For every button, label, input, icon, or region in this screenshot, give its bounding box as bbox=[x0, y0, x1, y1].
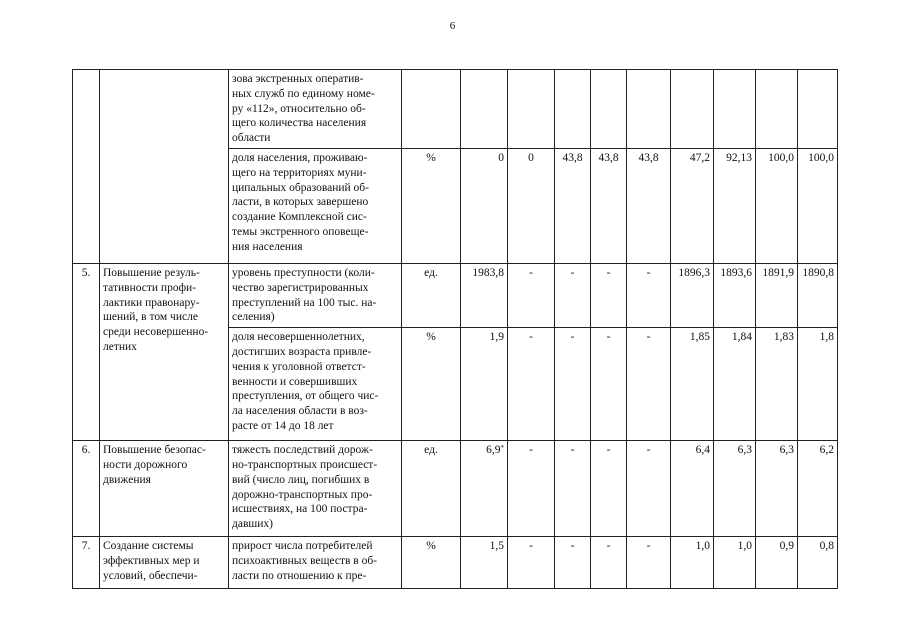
value-cell-2023 bbox=[714, 70, 756, 149]
row-number-cell: 5. bbox=[73, 263, 100, 440]
value-cell-2017: 1,5 bbox=[461, 537, 508, 589]
page-number: 6 bbox=[449, 20, 456, 32]
value-cell-2020: 43,8 bbox=[591, 148, 627, 263]
indicators-table bbox=[72, 69, 838, 589]
value-cell-2021: - bbox=[627, 328, 671, 441]
value-cell-2019: 43,8 bbox=[555, 148, 591, 263]
unit-cell: ед. bbox=[402, 441, 461, 537]
value-cell-2020: - bbox=[591, 328, 627, 441]
value-cell-2018: - bbox=[508, 537, 555, 589]
goal-cell: Повышение резуль- тативности профи- лактики правонару- шений, в том числе среди несовершенно- летних bbox=[100, 263, 229, 440]
row-number-cell: 6. bbox=[73, 441, 100, 537]
unit-cell: ед. bbox=[402, 263, 461, 327]
value-cell-2017: 0 bbox=[461, 148, 508, 263]
value-cell-2024: 0,9 bbox=[756, 537, 798, 589]
indicator-name-cell: доля населения, проживаю- щего на территориях муни- ципальных образований об- ласти, в которых завершено создание Комплексной сис- темы экстренного оповеще- ния населения bbox=[229, 148, 402, 263]
value-cell-2020: - bbox=[591, 537, 627, 589]
value-cell-2018: - bbox=[508, 328, 555, 441]
goal-cell: Создание системы эффективных мер и условий, обеспечи- bbox=[100, 537, 229, 589]
unit-cell: % bbox=[402, 148, 461, 263]
table-row bbox=[73, 537, 838, 589]
value-cell-2024: 1891,9 bbox=[756, 263, 798, 327]
value-cell-2025: 100,0 bbox=[798, 148, 838, 263]
value-cell-2024: 100,0 bbox=[756, 148, 798, 263]
value-cell-2021 bbox=[627, 70, 671, 149]
value-cell-2024 bbox=[756, 70, 798, 149]
indicator-name-cell: зова экстренных оператив- ных служб по единому номе- ру «112», относительно об- щего количества населения области bbox=[229, 70, 402, 149]
value-cell-2023: 1,84 bbox=[714, 328, 756, 441]
goal-cell: Повышение безопас- ности дорожного движения bbox=[100, 441, 229, 537]
value-cell-2019: - bbox=[555, 263, 591, 327]
goal-cell bbox=[100, 70, 229, 264]
row-number-cell bbox=[73, 70, 100, 264]
value-cell-2024: 1,83 bbox=[756, 328, 798, 441]
value-cell-2019: - bbox=[555, 328, 591, 441]
value-cell-2022: 1,85 bbox=[671, 328, 714, 441]
value-cell-2023: 1,0 bbox=[714, 537, 756, 589]
value-cell-2025: 1890,8 bbox=[798, 263, 838, 327]
value-cell-2022 bbox=[671, 70, 714, 149]
indicator-name-cell: тяжесть последствий дорож- но-транспортных происшест- вий (число лиц, погибших в дорожно-транспортных про- исшествиях, на 100 постра- давших) bbox=[229, 441, 402, 537]
value-cell-2017: 1983,8 bbox=[461, 263, 508, 327]
value-cell-2021: - bbox=[627, 263, 671, 327]
indicator-name-cell: уровень преступности (коли- чество зарегистрированных преступлений на 100 тыс. на- селения) bbox=[229, 263, 402, 327]
value-cell-2020: - bbox=[591, 263, 627, 327]
row-number-cell: 7. bbox=[73, 537, 100, 589]
value-cell-2017: 1,9 bbox=[461, 328, 508, 441]
value-cell-2021: 43,8 bbox=[627, 148, 671, 263]
unit-cell bbox=[402, 70, 461, 149]
value-cell-2022: 47,2 bbox=[671, 148, 714, 263]
unit-cell: % bbox=[402, 328, 461, 441]
unit-cell: % bbox=[402, 537, 461, 589]
value-cell-2025: 0,8 bbox=[798, 537, 838, 589]
value-cell-2021: - bbox=[627, 537, 671, 589]
value-cell-2017 bbox=[461, 70, 508, 149]
value-cell-2022: 1896,3 bbox=[671, 263, 714, 327]
footnote-mark: * bbox=[500, 444, 504, 453]
table-row bbox=[73, 441, 838, 537]
indicator-name-cell: доля несовершеннолетних, достигших возраста привле- чения к уголовной ответст- венности и совершивших преступления, от общего чис- ла населения области в воз- расте от 14 до 18 лет bbox=[229, 328, 402, 441]
value-cell-2019: - bbox=[555, 441, 591, 537]
value-cell-2023: 1893,6 bbox=[714, 263, 756, 327]
value-cell-2024: 6,3 bbox=[756, 441, 798, 537]
table-row bbox=[73, 263, 838, 327]
indicator-name-cell: прирост числа потребителей психоактивных веществ в об- ласти по отношению к пре- bbox=[229, 537, 402, 589]
value-cell-2020: - bbox=[591, 441, 627, 537]
value-cell-2019 bbox=[555, 70, 591, 149]
table-row bbox=[73, 70, 838, 149]
value-cell-2025: 1,8 bbox=[798, 328, 838, 441]
value-cell-2018: 0 bbox=[508, 148, 555, 263]
value-cell-2020 bbox=[591, 70, 627, 149]
value-cell-2022: 1,0 bbox=[671, 537, 714, 589]
value-cell-2018 bbox=[508, 70, 555, 149]
value-cell-2017: 6,9* bbox=[461, 441, 508, 537]
value-cell-2025 bbox=[798, 70, 838, 149]
value-cell-2022: 6,4 bbox=[671, 441, 714, 537]
value-cell-2023: 6,3 bbox=[714, 441, 756, 537]
value-cell-2023: 92,13 bbox=[714, 148, 756, 263]
value-cell-2018: - bbox=[508, 441, 555, 537]
value-cell-2025: 6,2 bbox=[798, 441, 838, 537]
value-cell-2019: - bbox=[555, 537, 591, 589]
value-cell-2018: - bbox=[508, 263, 555, 327]
value-cell-2021: - bbox=[627, 441, 671, 537]
